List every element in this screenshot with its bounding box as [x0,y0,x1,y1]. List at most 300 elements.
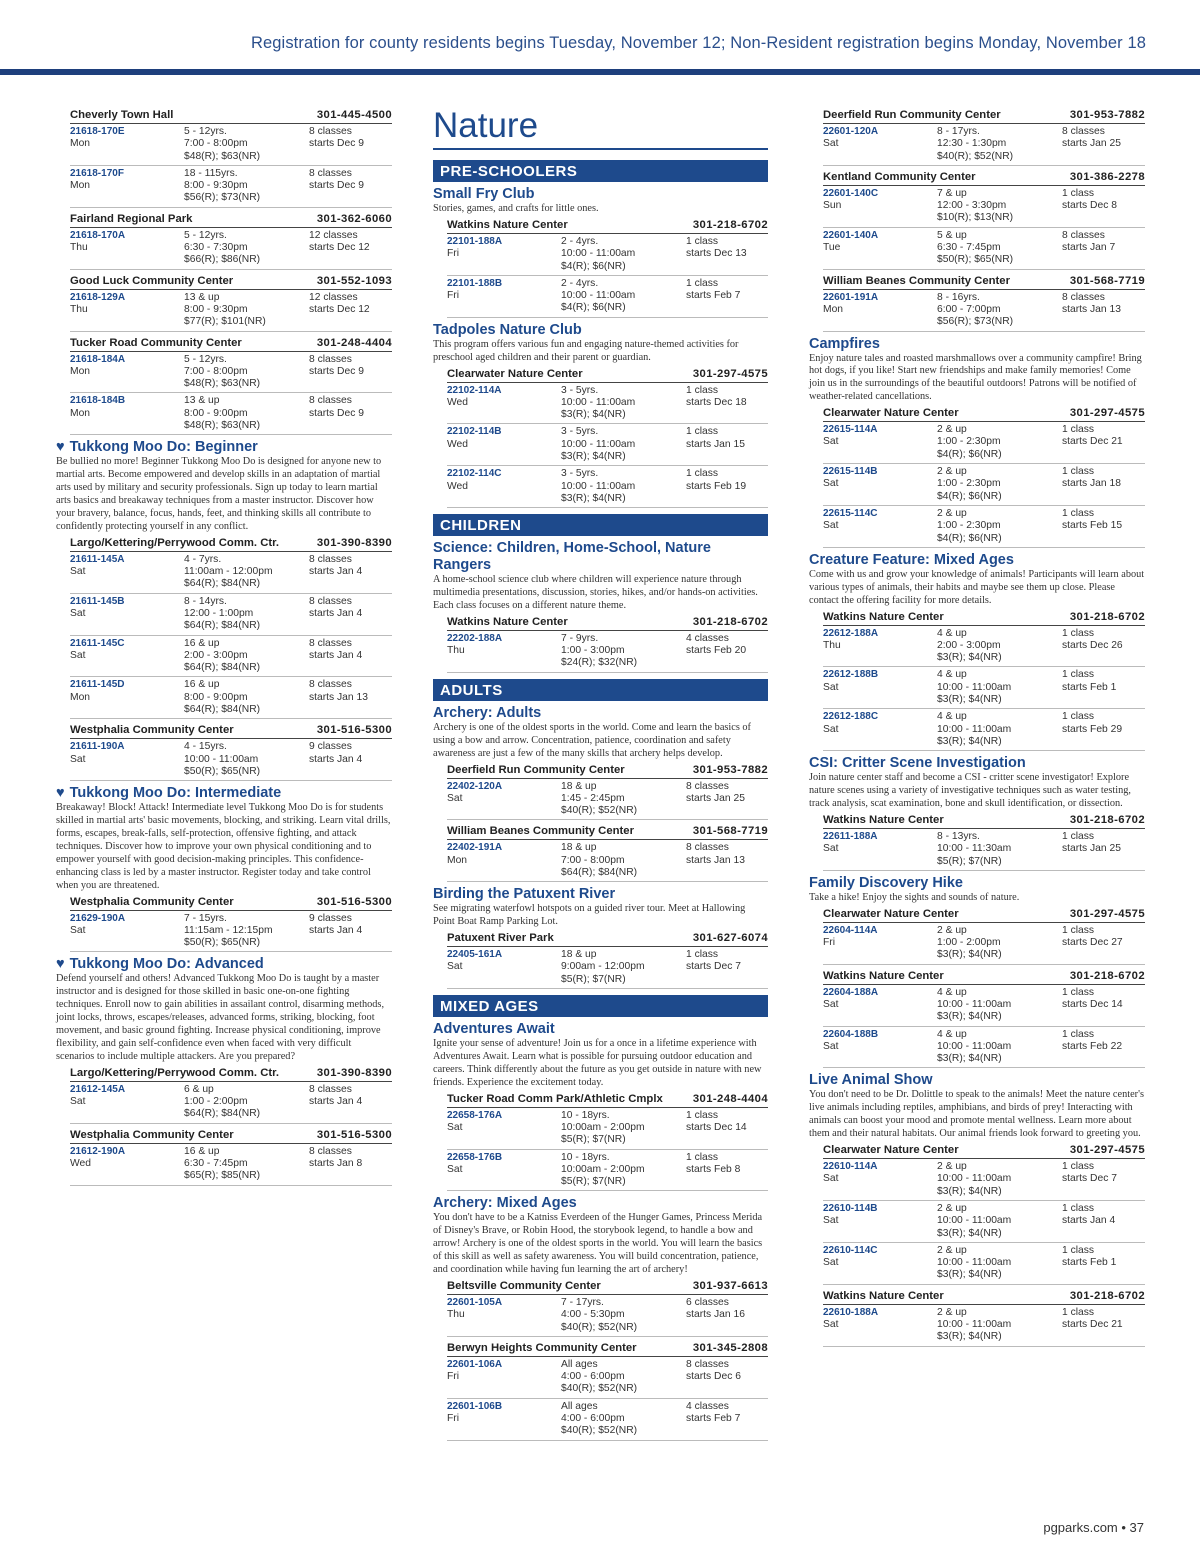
activity-code-link[interactable]: 21611-145A [70,553,125,565]
class-start: starts Jan 15 [686,438,745,450]
program-title-text: CSI: Critter Scene Investigation [809,755,1026,772]
program-description: Enjoy nature tales and roasted marshmallows over a community campfire! Bring hot dogs, if you like! Start new friendships and make family memories! Come join us in the surroundings of the beautiful outdoors! Patrons will be notified of weather-related cancellations. [809,352,1142,403]
class-row [823,422,1145,464]
activity-code-link[interactable]: 22612-188A [823,627,879,639]
activity-code-link[interactable]: 22611-188A [823,830,878,842]
class-day: Thu [70,303,88,315]
location-header [823,274,1145,290]
program-title [809,552,1145,569]
class-count: 1 class [686,277,719,289]
class-age: 2 & up [937,507,967,519]
page-footer: pgparks.com • 37 [1043,1520,1144,1535]
class-age: 7 - 17yrs. [561,1296,604,1308]
location-name: Westphalia Community Center [70,1128,234,1141]
class-age: 2 & up [937,924,967,936]
class-day: Mon [70,691,91,703]
class-age: 8 - 13yrs. [937,830,980,842]
class-count: 8 classes [686,842,729,854]
activity-code-link[interactable]: 22610-188A [823,1306,879,1318]
activity-code-link[interactable]: 21612-145A [70,1083,126,1095]
class-row [823,1305,1145,1347]
program-title-text: Science: Children, Home-School, Nature Rangers [433,540,711,574]
class-count: 9 classes [309,741,352,753]
location-header [823,1143,1145,1159]
class-time: 10:00 - 11:30am [937,843,1012,855]
activity-code-link[interactable]: 21611-190A [70,741,125,753]
class-day: Wed [70,1158,91,1169]
class-fee: $5(R); $7(NR) [561,1176,626,1188]
activity-code-link[interactable]: 22101-188A [447,235,503,247]
activity-code-link[interactable]: 22402-120A [447,780,503,792]
class-time: 8:00 - 9:30pm [184,303,248,315]
class-start: starts Feb 20 [686,645,747,657]
class-fee: $4(R); $6(NR) [561,302,626,314]
activity-code-link[interactable]: 21611-145C [70,637,125,649]
class-time: 6:30 - 7:30pm [184,242,248,254]
class-count: 12 classes [309,229,358,241]
class-count: 1 class [686,1151,719,1163]
class-fee: $64(R); $84(NR) [561,866,638,878]
program-description: Breakaway! Block! Attack! Intermediate level Tukkong Moo Do is for students skilled in martial arts' basic movements, blocking, and striking. Learn vital drills, forms, escapes, break-falls, self-protection, offensive fighting, and attack techniques. Discover how to improve your own physical conditioning and to empower yourself with good decision-making principles. This confidence-enhancing class is led by a master instructor. Register today and take control when you are threatened. [56,802,391,891]
program-title [433,705,768,722]
class-age: 6 & up [184,1083,214,1095]
class-time: 10:00 - 11:00am [561,480,636,492]
class-row [823,124,1145,166]
activity-code-link[interactable]: 22658-176B [447,1151,503,1163]
location-phone: 301-568-7719 [1069,274,1145,287]
class-fee: $3(R); $4(NR) [937,652,1002,664]
class-day: Sat [823,1215,839,1227]
location-name: Deerfield Run Community Center [823,109,1001,121]
column-left [56,106,392,1190]
class-count: 8 classes [309,679,352,691]
location-name: Tucker Road Community Center [70,336,242,349]
class-start: starts Dec 8 [1062,200,1117,212]
location-block [823,406,1145,548]
class-row [823,506,1145,548]
class-time: 10:00 - 11:00am [561,248,636,260]
class-row [447,1295,768,1337]
class-start: starts Jan 25 [686,792,745,804]
class-time: 6:30 - 7:45pm [184,1158,248,1169]
location-block [823,108,1145,166]
activity-code-link[interactable]: 22601-105A [447,1296,503,1308]
location-block [447,824,768,882]
class-day: Sat [70,924,86,936]
activity-code-link[interactable]: 21618-129A [70,291,126,303]
activity-code-link[interactable]: 22615-114B [823,466,878,478]
location-block [70,336,392,436]
class-time: 10:00 - 11:00am [937,1257,1012,1269]
class-age: 8 - 16yrs. [937,291,980,303]
program-description: Stories, games, and crafts for little ones. [433,203,599,214]
class-start: starts Dec 12 [309,303,370,315]
location-name: William Beanes Community Center [823,274,1010,287]
class-time: 12:30 - 1:30pm [937,138,1007,150]
location-header [447,824,768,840]
program-description: Defend yourself and others! Advanced Tukkong Moo Do is taught by a master instructor and is designed for those skilled in basic one-on-one fighting techniques. Enroll now to gain abilities in assailant control, disarming methods, joint locks, throws, escapes/releases, advanced forms, striking, blocking, foot movement, and basic ground fighting. Increase physical conditioning, improve flexibility, and gain self-confidence even when faced with very difficult scenarios to include multiple attackers. Are you prepared? [56,973,385,1062]
class-time: 6:30 - 7:45pm [937,242,1001,254]
location-block [823,274,1145,332]
class-row [447,1357,768,1399]
class-row [823,829,1145,871]
activity-code-link[interactable]: 21618-170F [70,167,124,179]
class-count: 8 classes [309,167,352,179]
class-age: 16 & up [184,637,220,649]
class-fee: $40(R); $52(NR) [561,1383,638,1395]
class-start: starts Dec 21 [1062,436,1123,448]
class-fee: $3(R); $4(NR) [937,1185,1002,1197]
program-description: Come with us and grow your knowledge of animals! Participants will learn about various types of animals, their habits and maybe see them up close. Please contact the offering facility for more details. [809,568,1145,606]
class-day: Sat [70,566,86,578]
location-phone: 301-297-4575 [692,367,768,380]
class-row [447,466,768,508]
location-block [823,907,1145,965]
class-fee: $64(R); $84(NR) [184,704,261,716]
class-day: Sat [447,1121,463,1133]
location-name: Fairland Regional Park [70,212,193,225]
activity-code-link[interactable]: 22102-114B [447,426,502,438]
location-block [70,895,392,953]
class-count: 1 class [1062,627,1095,639]
class-count: 8 classes [309,395,352,407]
location-block [70,212,392,270]
activity-code-link[interactable]: 21618-170A [70,229,126,241]
activity-code-link[interactable]: 22601-120A [823,126,879,137]
class-row [447,779,768,821]
class-row [823,1027,1145,1069]
activity-code-link[interactable]: 22405-161A [447,949,503,961]
class-day: Wed [447,438,468,450]
class-start: starts Dec 18 [686,396,747,408]
class-start: starts Dec 27 [1062,937,1123,949]
class-fee: $3(R); $4(NR) [561,450,626,462]
class-age: 4 & up [937,986,967,998]
class-fee: $3(R); $4(NR) [937,1011,1002,1023]
location-phone: 301-953-7882 [1069,109,1145,121]
location-block [70,536,392,720]
activity-code-link[interactable]: 22102-114C [447,468,502,480]
activity-code-link[interactable]: 22601-106A [447,1358,503,1370]
class-age: 10 - 18yrs. [561,1151,610,1163]
column-right [809,106,1145,1351]
class-age: All ages [561,1358,598,1370]
class-start: starts Feb 1 [1062,681,1117,693]
class-time: 11:15am - 12:15pm [184,924,273,936]
class-time: 2:00 - 3:00pm [937,639,1001,651]
class-fee: $64(R); $84(NR) [184,578,261,590]
program-title [809,336,1145,353]
activity-code-link[interactable]: 22615-114C [823,507,878,519]
activity-code-link[interactable]: 21618-170E [70,126,125,137]
activity-code-link[interactable]: 22604-188A [823,986,879,998]
class-time: 4:00 - 6:00pm [561,1371,625,1383]
activity-code-link[interactable]: 21618-184B [70,395,126,407]
activity-code-link[interactable]: 22610-114C [823,1244,878,1256]
activity-code-link[interactable]: 22604-114A [823,924,878,936]
heart-icon: ♥ [56,439,65,456]
program-title-text: Birding the Patuxent River [433,886,616,903]
class-row [823,1201,1145,1243]
program-description: This program offers various fun and engaging nature-themed activities for preschool aged children and their parent or guardian. [433,338,739,363]
class-day: Sat [823,998,839,1010]
class-time: 12:00 - 1:00pm [184,607,254,619]
class-day: Thu [70,242,88,254]
class-start: starts Feb 7 [686,1413,741,1424]
location-name: Watkins Nature Center [447,615,568,628]
location-name: Kentland Community Center [823,170,976,183]
program-title [809,755,1145,772]
class-age: 16 & up [184,679,220,691]
class-count: 8 classes [309,595,352,607]
category-band: CHILDREN [433,514,768,536]
location-header [70,1066,392,1082]
class-start: starts Jan 4 [309,924,363,936]
class-time: 1:00 - 3:00pm [561,645,625,657]
class-row [70,1082,392,1124]
location-block [447,1092,768,1192]
class-time: 10:00 - 11:00am [937,1319,1012,1331]
program-title-text: Archery: Adults [433,704,542,721]
location-phone: 301-362-6060 [316,212,392,225]
program-description: Join nature center staff and become a CSI - critter scene investigator! Explore nature scenes using a variety of investigative techniques such as water testing, track analysis, scat examination, bone and skull identification, or dissection. [809,772,1131,810]
class-day: Tue [823,242,841,254]
location-header [70,108,392,124]
activity-code-link[interactable]: 21629-190A [70,912,126,924]
class-fee: $3(R); $4(NR) [937,949,1002,961]
class-day: Sun [823,200,842,212]
activity-code-link[interactable]: 22615-114A [823,424,878,436]
class-day: Sat [70,1096,86,1108]
activity-code-link[interactable]: 22604-188B [823,1028,879,1040]
class-start: starts Jan 25 [1062,843,1121,855]
activity-code-link[interactable]: 22610-114A [823,1161,878,1173]
program-title-text: Small Fry Club [433,186,535,202]
class-fee: $50(R); $65(NR) [184,765,261,777]
class-row [823,1243,1145,1285]
class-start: starts Feb 29 [1062,723,1123,735]
class-fee: $3(R); $4(NR) [561,492,626,504]
class-row [70,166,392,208]
location-phone: 301-218-6702 [692,615,768,628]
class-fee: $48(R); $63(NR) [184,420,261,432]
class-day: Sat [823,1257,839,1269]
program-title [433,1021,768,1038]
class-count: 1 class [1062,466,1095,478]
class-count: 8 classes [686,780,729,792]
class-day: Thu [447,1309,465,1321]
program-title [433,540,768,574]
class-count: 1 class [1062,1161,1095,1173]
location-name: Patuxent River Park [447,932,554,945]
class-time: 10:00am - 2:00pm [561,1163,645,1175]
location-block [823,969,1145,1069]
class-row [447,840,768,882]
class-start: starts Jan 18 [1062,478,1121,490]
activity-code-link[interactable]: 22601-106B [447,1400,503,1412]
class-row [447,383,768,425]
class-start: starts Jan 8 [309,1158,363,1169]
class-time: 1:00 - 2:00pm [937,937,1001,949]
class-day: Fri [447,1413,460,1424]
activity-code-link[interactable]: 22202-188A [447,632,503,644]
location-header [447,1092,768,1108]
activity-code-link[interactable]: 22610-114B [823,1202,878,1214]
class-fee: $48(R); $63(NR) [184,378,261,390]
class-age: 5 - 12yrs. [184,229,227,241]
class-start: starts Dec 7 [1062,1173,1117,1185]
class-age: 2 & up [937,1306,967,1318]
location-header [823,108,1145,124]
activity-code-link[interactable]: 22658-176A [447,1109,503,1121]
activity-code-link[interactable]: 21612-190A [70,1145,126,1157]
class-time: 6:00 - 7:00pm [937,303,1001,315]
location-phone: 301-218-6702 [1069,813,1145,826]
location-phone: 301-953-7882 [692,763,768,776]
class-age: 13 & up [184,291,220,303]
class-age: 2 & up [937,1161,967,1173]
location-name: Watkins Nature Center [447,218,568,231]
program-title [433,186,768,203]
category-band: ADULTS [433,679,768,701]
class-count: 1 class [1062,424,1095,436]
class-day: Mon [70,365,91,377]
class-age: 10 - 18yrs. [561,1109,610,1121]
location-header [70,336,392,352]
class-age: All ages [561,1400,598,1412]
location-header [447,218,768,234]
activity-code-link[interactable]: 22601-191A [823,291,879,303]
class-fee: $66(R); $86(NR) [184,254,261,266]
class-age: 5 & up [937,229,967,241]
class-row [70,352,392,394]
class-time: 7:00 - 8:00pm [561,854,625,866]
class-day: Mon [70,180,91,192]
class-day: Thu [823,639,841,651]
class-age: 8 - 17yrs. [937,126,980,137]
category-band: MIXED AGES [433,995,768,1017]
activity-code-link[interactable]: 22601-140C [823,187,879,199]
location-block [447,1279,768,1337]
class-time: 10:00 - 11:00am [937,1215,1012,1227]
class-fee: $64(R); $84(NR) [184,1108,261,1120]
class-fee: $40(R); $52(NR) [561,1321,638,1333]
location-header [823,170,1145,186]
heart-icon: ♥ [56,956,65,973]
class-fee: $77(R); $101(NR) [184,316,266,328]
program-title-text: Family Discovery Hike [809,874,963,891]
activity-code-link[interactable]: 22612-188C [823,711,879,723]
class-fee: $10(R); $13(NR) [937,212,1014,224]
class-count: 8 classes [309,553,352,565]
class-start: starts Dec 14 [686,1121,747,1133]
class-count: 1 class [686,949,719,961]
class-day: Sat [823,1319,839,1331]
class-row [70,290,392,332]
location-phone: 301-297-4575 [1069,1144,1145,1157]
class-fee: $5(R); $7(NR) [561,1134,626,1146]
class-age: 18 - 115yrs. [184,167,238,179]
class-start: starts Dec 9 [309,180,364,192]
activity-code-link[interactable]: 21611-145D [70,679,125,691]
location-phone: 301-516-5300 [316,724,392,737]
class-start: starts Dec 21 [1062,1319,1123,1331]
class-row [447,234,768,276]
location-block [447,931,768,989]
class-row [70,552,392,594]
class-fee: $4(R); $6(NR) [937,490,1002,502]
class-fee: $24(R); $32(NR) [561,657,638,669]
class-row [823,228,1145,270]
activity-code-link[interactable]: 22612-188B [823,669,879,681]
class-row [823,667,1145,709]
class-day: Thu [447,645,465,657]
location-phone: 301-552-1093 [316,274,392,287]
class-count: 1 class [686,1109,719,1121]
activity-code-link[interactable]: 22102-114A [447,384,502,396]
class-day: Sat [447,1163,463,1175]
location-name: Largo/Kettering/Perrywood Comm. Ctr. [70,536,280,549]
location-block [823,1289,1145,1347]
class-count: 1 class [686,384,719,396]
program-title [433,1195,768,1212]
class-start: starts Jan 4 [309,607,363,619]
class-age: 8 - 14yrs. [184,595,227,607]
class-time: 10:00 - 11:00am [184,753,259,765]
location-name: Deerfield Run Community Center [447,763,625,776]
location-phone: 301-386-2278 [1069,170,1145,183]
location-name: Largo/Kettering/Perrywood Comm. Ctr. [70,1066,280,1079]
location-name: Watkins Nature Center [823,813,944,826]
location-phone: 301-390-8390 [316,1066,392,1079]
class-day: Sat [823,1040,839,1052]
class-time: 8:00 - 9:30pm [184,180,248,192]
class-row [70,739,392,781]
class-time: 8:00 - 9:00pm [184,407,248,419]
class-age: 2 - 4yrs. [561,277,599,289]
location-name: Watkins Nature Center [823,1289,944,1302]
heart-icon: ♥ [56,785,65,802]
class-fee: $3(R); $4(NR) [937,694,1002,706]
location-block [823,170,1145,270]
class-row [70,594,392,636]
class-age: 5 - 12yrs. [184,126,227,137]
activity-code-link[interactable]: 22601-140A [823,229,879,241]
location-phone: 301-516-5300 [316,1128,392,1141]
location-name: Beltsville Community Center [447,1279,601,1292]
class-day: Mon [823,303,844,315]
class-fee: $40(R); $52(NR) [561,805,638,817]
header-rule [0,69,1200,75]
class-fee: $48(R); $63(NR) [184,150,261,162]
class-fee: $50(R); $65(NR) [937,254,1014,266]
activity-code-link[interactable]: 22402-191A [447,842,503,854]
class-age: 13 & up [184,395,220,407]
class-age: 7 - 15yrs. [184,912,227,924]
activity-code-link[interactable]: 21618-184A [70,353,126,365]
class-time: 12:00 - 3:30pm [937,200,1007,212]
activity-code-link[interactable]: 22101-188B [447,277,503,289]
location-header [70,895,392,911]
class-row [823,1159,1145,1201]
location-header [70,536,392,552]
class-start: starts Dec 6 [686,1371,741,1383]
program-description: You don't have to be a Katniss Everdeen of the Hunger Games, Princess Merida of Disney's Brave, or Robin Hood, the storybook legend, to handle a bow and arrow! Archery is one of the oldest sports in the world. You will learn the basics of this skill as well as safety awareness. You will build concentration, patience, and coordination while having fun learning the art of archery! [433,1212,763,1276]
class-row [70,1144,392,1186]
class-start: starts Feb 7 [686,290,741,302]
activity-code-link[interactable]: 21611-145B [70,595,125,607]
program-description: See migrating waterfowl hotspots on a guided river tour. Meet at Hallowing Point Boat Ramp Parking Lot. [433,903,746,928]
